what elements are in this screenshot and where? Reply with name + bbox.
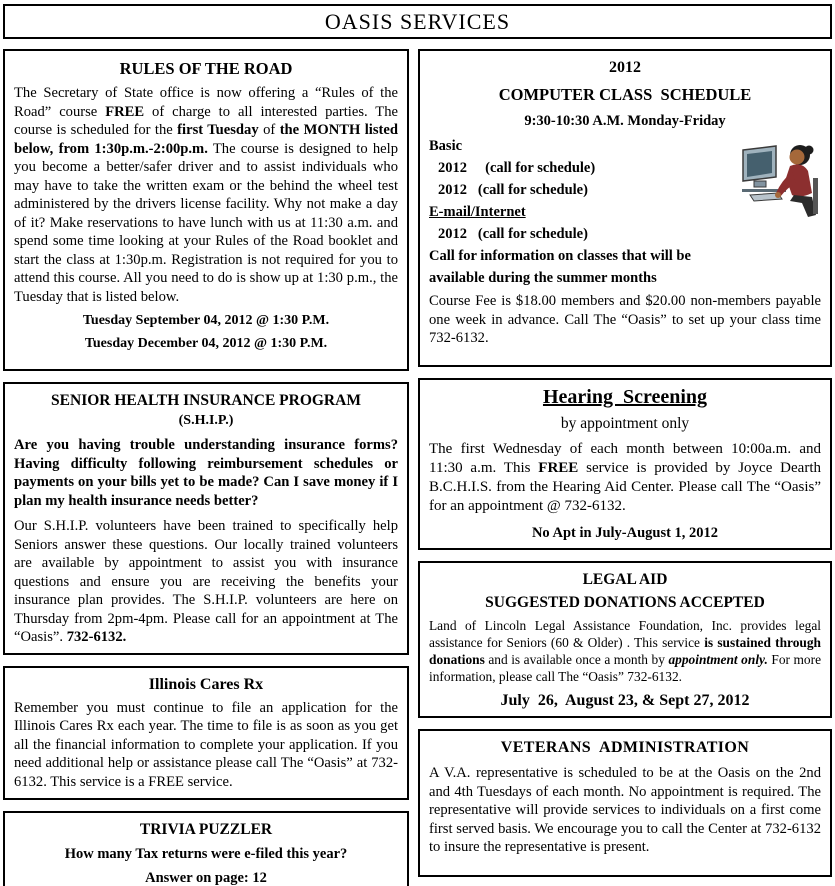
text-segment: Our S.H.I.P. volunteers have been trained to specifically help Seniors answer these questions. Our locally trained volunteers are available by appointment to assist you with insurance questions and ensure you are receiving the benefits your insurance plan provides. The S.H.I.P. volunteers are here on Thursday from 2pm-4pm. Please call for an appointment at The “Oasis”.	[14, 518, 398, 646]
text-segment-bold: FREE	[105, 103, 145, 120]
trivia-title: TRIVIA PUZZLER	[139, 820, 273, 838]
veterans-title: VETERANS ADMINISTRATION	[500, 739, 750, 757]
text-segment-bold-italic: appointment only.	[668, 652, 768, 668]
section-senior-health-insurance	[3, 382, 409, 655]
text-segment: of	[258, 122, 280, 139]
computer-title: COMPUTER CLASS SCHEDULE	[498, 85, 752, 104]
ship-question: Are you having trouble understanding insurance forms? Having difficulty following reimbursement schedules or payments on your bills yet to be made? Can I save money if I plan my health insurance needs better?	[14, 437, 398, 509]
schedule-line: 2012 (call for schedule)	[438, 182, 588, 198]
left-column	[3, 49, 409, 886]
legal-title: LEGAL AID	[582, 571, 668, 589]
ship-subtitle: (S.H.I.P.)	[178, 413, 234, 428]
text-segment: service is provided by Joyce Dearth B.C.H.I.S. from the Hearing Aid Center. Please call The “Oasis” for an appointment @ 732-6132.	[429, 460, 821, 515]
schedule-email-label: E-mail/Internet	[429, 204, 526, 220]
text-segment-bold: is sustained through donations	[429, 635, 821, 668]
text-segment: of charge to all interested parties. The course is scheduled for the	[14, 103, 398, 139]
text-segment: The Secretary of State office is now offering a “Rules of the Road” course	[14, 85, 398, 120]
schedule-line: 2012 (call for schedule)	[438, 160, 596, 176]
page-title: OASIS SERVICES	[324, 8, 511, 34]
text-segment-bold: FREE	[538, 460, 579, 477]
phone-number: 732-6132.	[66, 629, 127, 646]
section-computer-class-schedule	[418, 49, 832, 367]
trivia-question: How many Tax returns were e-filed this year?	[64, 845, 348, 862]
text-segment: For more information, please call The “Oasis” 732-6132.	[429, 652, 822, 685]
computer-year: 2012	[609, 59, 641, 76]
ship-paragraph	[14, 517, 398, 647]
schedule-basic-label: Basic	[429, 138, 463, 154]
class-date-december: Tuesday December 04, 2012 @ 1:30 P.M.	[84, 336, 328, 352]
text-segment: Land of Lincoln Legal Assistance Foundation, Inc. provides legal assistance for Seniors (60 & Older) . This service	[429, 618, 821, 651]
hearing-subtitle: by appointment only	[560, 415, 690, 432]
section-trivia-puzzler	[3, 811, 409, 886]
section-hearing-screening	[418, 378, 832, 550]
section-illinois-cares-rx	[3, 666, 409, 800]
summer-note-line2: available during the summer months	[429, 270, 657, 286]
schedule-line: 2012 (call for schedule)	[438, 226, 588, 242]
text-segment: The first Wednesday of each month between 10:00a.m. and 11:30 a.m. This	[429, 441, 821, 477]
legal-subtitle: SUGGESTED DONATIONS ACCEPTED	[485, 594, 765, 612]
legal-dates: July 26, August 23, & Sept 27, 2012	[500, 692, 750, 710]
person-at-computer-clipart-icon	[741, 136, 821, 224]
veterans-paragraph: A V.A. representative is scheduled to be at the Oasis on the 2nd and 4th Tuesdays of each month. No appointment is required. The representative will provide services to individuals on a first come first served basis. We encourage you to call the Center at 732-6132 to insure the representative is present.	[429, 765, 821, 856]
cares-paragraph: Remember you must continue to file an application for the Illinois Cares Rx each year. The time to file is as soon as you get all the financial information to complete your application. If you need additional help or assistance please call The “Oasis” at 732-6132. This service is a FREE service.	[14, 699, 398, 790]
content-columns	[3, 49, 832, 886]
text-segment-bold: first Tuesday	[177, 122, 259, 139]
course-fee-paragraph: Course Fee is $18.00 members and $20.00 non-members payable one week in advance. Call The “Oasis” to set up your class time 732-6132.	[429, 293, 821, 347]
summer-note-line1: Call for information on classes that will be	[429, 248, 691, 264]
text-segment-bold: the MONTH listed below, from 1:30p.m.-2:00p.m.	[14, 122, 398, 157]
text-segment: and is available once a month by	[484, 652, 669, 668]
text-segment: The course is designed to help you become a better/safer driver and to assist individuals who may have to take the written exam or the behind the wheel test administered by the drivers license facility. Why not make a day of it? Make reservations to have lunch with us at 11:30 a.m. and spend some time looking at your Rules of the Road booklet and start the class at 1:30p.m. Registration is not required for you to attend this course. All you need to do is show up at 1:30 p.m., the Tuesday that is listed below.	[14, 140, 398, 305]
cares-title: Illinois Cares Rx	[148, 675, 264, 693]
section-legal-aid	[418, 561, 832, 718]
legal-paragraph	[429, 617, 821, 685]
section-veterans-administration	[418, 729, 832, 877]
rules-paragraph	[14, 84, 398, 306]
hearing-title: Hearing Screening	[542, 386, 708, 408]
computer-hours: 9:30-10:30 A.M. Monday-Friday	[524, 113, 726, 129]
hearing-paragraph	[429, 440, 821, 516]
hearing-no-appointment-note: No Apt in July-August 1, 2012	[531, 525, 719, 542]
rules-title: RULES OF THE ROAD	[119, 59, 293, 78]
right-column	[418, 49, 832, 877]
masthead	[3, 4, 832, 39]
section-rules-of-the-road	[3, 49, 409, 371]
trivia-answer: Answer on page: 12	[145, 869, 267, 886]
class-date-september: Tuesday September 04, 2012 @ 1:30 P.M.	[82, 313, 330, 329]
ship-title: SENIOR HEALTH INSURANCE PROGRAM	[51, 392, 361, 409]
computer-schedule-list	[429, 138, 821, 243]
